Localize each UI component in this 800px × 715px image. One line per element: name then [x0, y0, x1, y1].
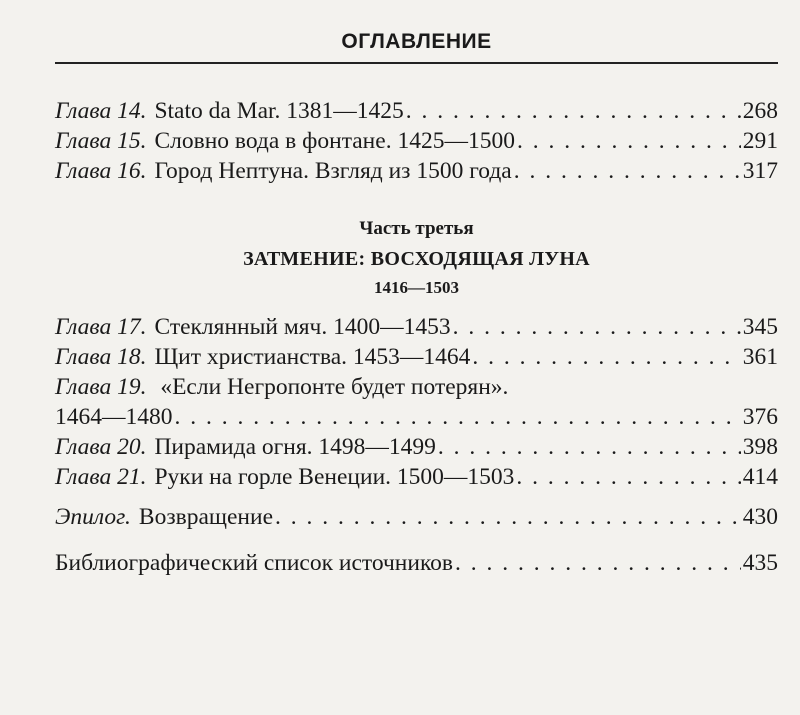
toc-entry-chapter-16[interactable]: [55, 156, 778, 186]
toc-entry-chapter-21[interactable]: [55, 462, 778, 492]
dot-leader: [455, 548, 741, 578]
toc-entry-chapter-19[interactable]: [55, 372, 778, 402]
page-number: 345: [742, 314, 778, 340]
epilogue-label: Эпилог.: [55, 504, 131, 530]
chapter-label: Глава 20.: [55, 434, 147, 460]
chapter-label: Глава 15.: [55, 128, 147, 154]
dot-leader: [438, 432, 741, 462]
page-number: 291: [742, 128, 778, 154]
header-rule: [55, 62, 778, 64]
chapter-title-continuation: 1464—1480: [55, 404, 173, 430]
dot-leader: [514, 156, 741, 186]
chapter-title: Пирамида огня. 1498—1499: [154, 434, 436, 460]
page-number: 398: [742, 434, 778, 460]
chapter-label: Глава 16.: [55, 158, 147, 184]
page-number: 361: [742, 344, 778, 370]
chapter-title: Словно вода в фонтане. 1425—1500: [154, 128, 515, 154]
toc-entry-chapter-14[interactable]: [55, 96, 778, 126]
part-years: 1416—1503: [374, 278, 459, 297]
chapter-label: Глава 17.: [55, 314, 147, 340]
chapter-label: Глава 18.: [55, 344, 147, 370]
dot-leader: [275, 502, 741, 532]
chapter-label: Глава 19.: [55, 374, 147, 400]
dot-leader: [406, 96, 741, 126]
chapter-label: Глава 21.: [55, 464, 147, 490]
toc-entry-chapter-15[interactable]: [55, 126, 778, 156]
dot-leader: [516, 462, 740, 492]
toc-entry-chapter-17[interactable]: [55, 312, 778, 342]
page-number: 414: [742, 464, 778, 490]
dot-leader: [175, 402, 741, 432]
dot-leader: [453, 312, 741, 342]
chapter-title: Щит христианства. 1453—1464: [154, 344, 471, 370]
toc-entry-bibliography[interactable]: [55, 548, 778, 578]
toc-entry-chapter-20[interactable]: [55, 432, 778, 462]
page-number: 317: [742, 158, 778, 184]
page-number: 268: [742, 98, 778, 124]
toc-entry-epilogue[interactable]: [55, 502, 778, 532]
toc-entry-chapter-18[interactable]: [55, 342, 778, 372]
chapter-title: «Если Негропонте будет потерян».: [160, 374, 509, 400]
chapter-label: Глава 14.: [55, 98, 147, 124]
chapter-title: Стеклянный мяч. 1400—1453: [154, 314, 451, 340]
bibliography-title: Библиографический список источников: [55, 550, 454, 576]
chapter-title: Stato da Mar. 1381—1425: [154, 98, 404, 124]
chapter-title: Руки на горле Венеции. 1500—1503: [154, 464, 515, 490]
dot-leader: [472, 342, 740, 372]
page-number: 430: [742, 504, 778, 530]
page-number: 376: [742, 404, 778, 430]
toc-entry-chapter-19-continued[interactable]: [55, 402, 778, 432]
chapter-title: Город Нептуна. Взгляд из 1500 года: [154, 158, 512, 184]
page-number: 435: [742, 550, 778, 576]
page-title: ОГЛАВЛЕНИЕ: [341, 30, 492, 53]
dot-leader: [517, 126, 741, 156]
part-title: ЗАТМЕНИЕ: ВОСХОДЯЩАЯ ЛУНА: [243, 248, 590, 270]
epilogue-title: Возвращение: [138, 504, 273, 530]
part-subtitle: Часть третья: [359, 218, 474, 239]
